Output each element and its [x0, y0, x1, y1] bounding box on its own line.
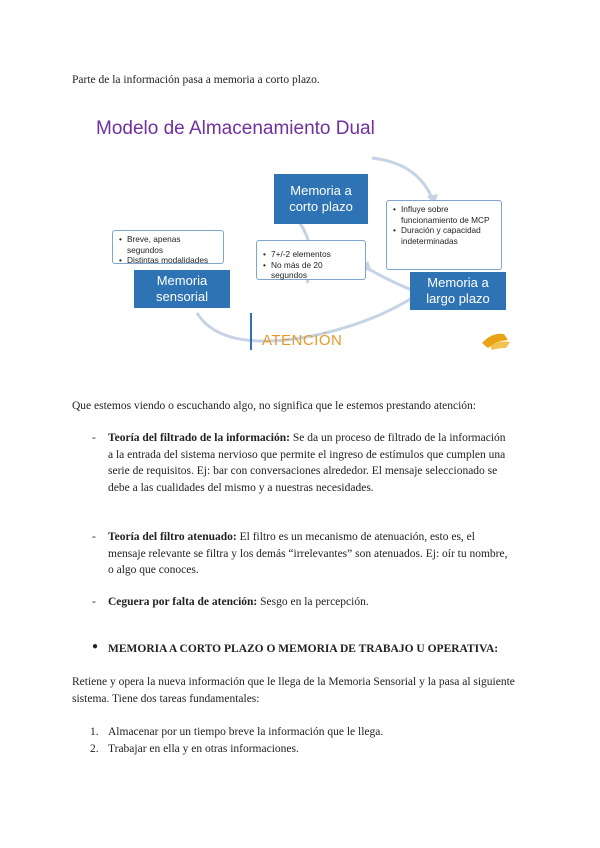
- list-item: Teoría del filtrado de la información: Se da un proceso de filtrado de la información a la entrada del sistema nervioso que permite el ingreso de estímulos que cumplen una serie de requisitos. Ej: bar con conversaciones alrededor. El mensaje seleccionado se debe a las cualidades del mismo y a nuestras necesidades.: [108, 432, 506, 494]
- dash-marker: -: [92, 531, 96, 543]
- intro-paragraph: Parte de la información pasa a memoria a corto plazo.: [72, 74, 320, 86]
- item-label: Ceguera por falta de atención:: [108, 596, 258, 608]
- task-item: Trabajar en ella y en otras informaciones.: [108, 743, 299, 755]
- task-number: 1.: [90, 726, 99, 738]
- sensorial-notes: • Breve, apenas segundos • Distintas modalidades: [112, 230, 224, 264]
- dual-storage-diagram: [72, 108, 532, 358]
- box-memoria-sensorial: Memoria sensorial: [134, 270, 230, 308]
- arrow-corto-to-largo: [372, 158, 432, 198]
- atencion-label: ATENCIÓN: [262, 332, 343, 349]
- item-label: Teoría del filtrado de la información:: [108, 432, 290, 444]
- list-item: Teoría del filtro atenuado: El filtro es un mecanismo de atenuación, esto es, el mensaje relevante se filtra y los demás “irrelevantes” son atenuados. Ej: oír tu nombre, o algo que conoces.: [108, 531, 508, 576]
- section-heading: MEMORIA A CORTO PLAZO O MEMORIA DE TRABAJO U OPERATIVA:: [108, 643, 499, 655]
- task-item: Almacenar por un tiempo breve la información que le llega.: [108, 726, 384, 738]
- dash-marker: -: [92, 432, 96, 444]
- corto-notes: • 7+/-2 elementos • No más de 20 segundos: [256, 240, 366, 280]
- box-memoria-corto-plazo: Memoria a corto plazo: [274, 174, 368, 224]
- bullet-icon: ●: [92, 641, 99, 652]
- diagram-title: Modelo de Almacenamiento Dual: [96, 118, 375, 139]
- box-memoria-largo-plazo: Memoria a largo plazo: [410, 272, 506, 310]
- item-label: Teoría del filtro atenuado:: [108, 531, 237, 543]
- task-number: 2.: [90, 743, 99, 755]
- attention-paragraph: Que estemos viendo o escuchando algo, no significa que le estemos prestando atención:: [72, 400, 476, 412]
- largo-notes: • Influye sobre funcionamiento de MCP • Duración y capacidad indeterminadas: [386, 200, 502, 270]
- list-item: Ceguera por falta de atención: Sesgo en la percepción.: [108, 596, 369, 608]
- retiene-paragraph: Retiene y opera la nueva información que le llega de la Memoria Sensorial y la pasa al siguiente sistema. Tiene dos tareas fundamentales:: [72, 676, 515, 705]
- dash-marker: -: [92, 596, 96, 608]
